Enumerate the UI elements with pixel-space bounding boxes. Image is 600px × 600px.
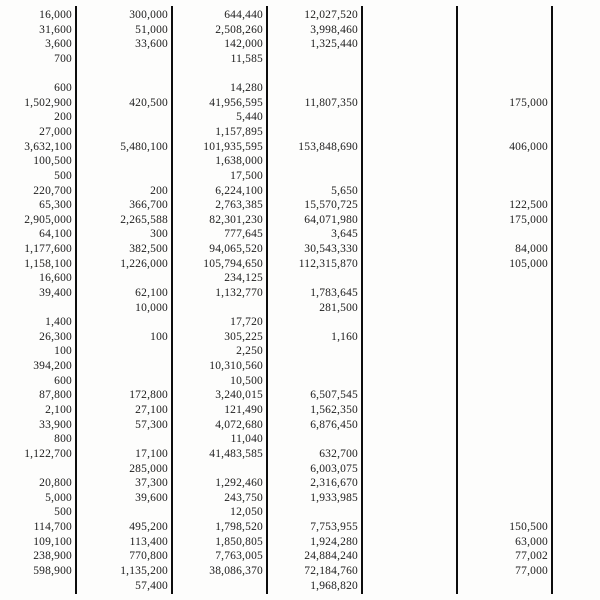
cell-r34-c3: 243,750 — [224, 491, 263, 504]
cell-r20-c5 — [363, 286, 453, 301]
cell-r31-c1: 1,122,700 — [24, 447, 72, 460]
cell-r37-c1: 109,100 — [33, 535, 72, 548]
table-row — [0, 81, 600, 96]
cell-r10-c1: 3,632,100 — [24, 140, 72, 153]
cell-r20-c3: 1,132,770 — [215, 286, 263, 299]
cell-r11-c2 — [77, 154, 168, 169]
cell-r35-c4 — [268, 505, 358, 520]
cell-r36-c3: 1,798,520 — [215, 521, 263, 534]
cell-r21-c1 — [0, 301, 72, 316]
cell-r31-c4: 632,700 — [319, 447, 358, 460]
cell-r3-c6 — [458, 37, 548, 52]
cell-r6-c6 — [458, 81, 548, 96]
cell-r1-c6 — [458, 8, 548, 23]
cell-r10-c3: 101,935,595 — [203, 140, 263, 153]
cell-r21-c3 — [173, 301, 263, 316]
cell-r38-c1: 238,900 — [33, 550, 72, 563]
cell-r5-c5 — [363, 67, 453, 82]
cell-r18-c1: 1,158,100 — [24, 257, 72, 270]
cell-r11-c3: 1,638,000 — [215, 155, 263, 168]
cell-r39-c1: 598,900 — [33, 564, 72, 577]
cell-r27-c1: 87,800 — [39, 389, 72, 402]
cell-r6-c2 — [77, 81, 168, 96]
cell-r4-c3: 11,585 — [230, 52, 263, 65]
cell-r15-c2: 2,265,588 — [120, 213, 168, 226]
cell-r15-c1: 2,905,000 — [24, 213, 72, 226]
cell-r8-c1: 200 — [54, 111, 72, 124]
table-row — [0, 169, 600, 184]
cell-r2-c5 — [363, 23, 453, 38]
cell-r24-c4 — [268, 344, 358, 359]
table-row — [0, 125, 600, 140]
table-row — [0, 52, 600, 67]
cell-r39-c6: 77,000 — [515, 564, 548, 577]
cell-r30-c6 — [458, 432, 548, 447]
cell-r4-c5 — [363, 52, 453, 67]
cell-r40-c1 — [0, 579, 72, 594]
cell-r24-c1: 100 — [54, 345, 72, 358]
cell-r12-c4 — [268, 169, 358, 184]
cell-r20-c1: 39,400 — [39, 286, 72, 299]
cell-r40-c6 — [458, 579, 548, 594]
cell-r20-c6 — [458, 286, 548, 301]
cell-r19-c4 — [268, 271, 358, 286]
cell-r25-c5 — [363, 359, 453, 374]
cell-r20-c2: 62,100 — [135, 286, 168, 299]
cell-r36-c4: 7,753,955 — [310, 521, 358, 534]
table-row — [0, 154, 600, 169]
cell-r10-c4: 153,848,690 — [298, 140, 358, 153]
cell-r2-c2: 51,000 — [135, 23, 168, 36]
cell-r27-c3: 3,240,015 — [215, 389, 263, 402]
cell-r4-c1: 700 — [54, 52, 72, 65]
cell-r9-c1: 27,000 — [39, 126, 72, 139]
cell-r38-c5 — [363, 549, 453, 564]
cell-r23-c2: 100 — [150, 330, 168, 343]
cell-r29-c1: 33,900 — [39, 418, 72, 431]
cell-r26-c4 — [268, 374, 358, 389]
table-row — [0, 213, 600, 228]
cell-r17-c1: 1,177,600 — [24, 243, 72, 256]
cell-r22-c6 — [458, 315, 548, 330]
cell-r28-c6 — [458, 403, 548, 418]
cell-r7-c6: 175,000 — [509, 96, 548, 109]
cell-r38-c2: 770,800 — [129, 550, 168, 563]
cell-r19-c5 — [363, 271, 453, 286]
cell-r2-c3: 2,508,260 — [215, 23, 263, 36]
table-row — [0, 579, 600, 594]
table-row — [0, 418, 600, 433]
cell-r1-c4: 12,027,520 — [304, 9, 358, 21]
cell-r30-c3: 11,040 — [230, 433, 263, 446]
cell-r37-c2: 113,400 — [129, 535, 168, 548]
cell-r24-c6 — [458, 344, 548, 359]
cell-r10-c6: 406,000 — [509, 140, 548, 153]
table-row — [0, 271, 600, 286]
cell-r10-c5 — [363, 140, 453, 155]
cell-r35-c5 — [363, 505, 453, 520]
cell-r1-c2: 300,000 — [129, 9, 168, 21]
cell-r11-c1: 100,500 — [33, 155, 72, 168]
cell-r24-c3: 2,250 — [236, 345, 263, 358]
cell-r9-c4 — [268, 125, 358, 140]
cell-r36-c2: 495,200 — [129, 521, 168, 534]
cell-r3-c1: 3,600 — [45, 38, 72, 51]
cell-r23-c3: 305,225 — [224, 330, 263, 343]
cell-r16-c5 — [363, 227, 453, 242]
cell-r35-c3: 12,050 — [230, 506, 263, 519]
cell-r29-c4: 6,876,450 — [310, 418, 358, 431]
cell-r17-c3: 94,065,520 — [209, 243, 263, 256]
table-row — [0, 286, 600, 301]
cell-r40-c3 — [173, 579, 263, 594]
cell-r3-c4: 1,325,440 — [310, 38, 358, 51]
cell-r9-c2 — [77, 125, 168, 140]
cell-r16-c2: 300 — [150, 228, 168, 241]
cell-r37-c4: 1,924,280 — [310, 535, 358, 548]
cell-r27-c4: 6,507,545 — [310, 389, 358, 402]
cell-r13-c2: 200 — [150, 184, 168, 197]
table-row — [0, 476, 600, 491]
cell-r6-c3: 14,280 — [230, 82, 263, 95]
cell-r34-c2: 39,600 — [135, 491, 168, 504]
cell-r1-c1: 16,000 — [39, 9, 72, 21]
cell-r23-c6 — [458, 330, 548, 345]
cell-r27-c6 — [458, 388, 548, 403]
cell-r13-c1: 220,700 — [33, 184, 72, 197]
cell-r3-c5 — [363, 37, 453, 52]
table-row — [0, 257, 600, 272]
cell-r8-c6 — [458, 110, 548, 125]
table-row — [0, 520, 600, 535]
table-row — [0, 8, 600, 23]
table-row — [0, 110, 600, 125]
cell-r3-c2: 33,600 — [135, 38, 168, 51]
cell-r14-c4: 15,570,725 — [304, 199, 358, 212]
cell-r32-c1 — [0, 462, 72, 477]
cell-r38-c4: 24,884,240 — [304, 550, 358, 563]
cell-r19-c3: 234,125 — [224, 272, 263, 285]
cell-r9-c6 — [458, 125, 548, 140]
cell-r29-c2: 57,300 — [135, 418, 168, 431]
cell-r12-c2 — [77, 169, 168, 184]
cell-r33-c3: 1,292,460 — [215, 477, 263, 490]
cell-r7-c5 — [363, 96, 453, 111]
cell-r4-c6 — [458, 52, 548, 67]
cell-r30-c4 — [268, 432, 358, 447]
cell-r32-c2: 285,000 — [129, 462, 168, 475]
cell-r9-c5 — [363, 125, 453, 140]
cell-r5-c4 — [268, 67, 358, 82]
cell-r2-c1: 31,600 — [39, 23, 72, 36]
cell-r11-c6 — [458, 154, 548, 169]
cell-r15-c4: 64,071,980 — [304, 213, 358, 226]
table-row — [0, 462, 600, 477]
cell-r26-c3: 10,500 — [230, 374, 263, 387]
cell-r12-c3: 17,500 — [230, 169, 263, 182]
cell-r32-c4: 6,003,075 — [310, 462, 358, 475]
table-row — [0, 549, 600, 564]
cell-r14-c1: 65,300 — [39, 199, 72, 212]
cell-r29-c6 — [458, 418, 548, 433]
cell-r18-c2: 1,226,000 — [120, 257, 168, 270]
cell-r24-c5 — [363, 344, 453, 359]
cell-r14-c6: 122,500 — [509, 199, 548, 212]
cell-r28-c5 — [363, 403, 453, 418]
cell-r15-c6: 175,000 — [509, 213, 548, 226]
cell-r26-c5 — [363, 374, 453, 389]
cell-r30-c5 — [363, 432, 453, 447]
cell-r8-c2 — [77, 110, 168, 125]
cell-r18-c5 — [363, 257, 453, 272]
cell-r38-c3: 7,763,005 — [215, 550, 263, 563]
cell-r7-c4: 11,807,350 — [304, 96, 358, 109]
cell-r39-c3: 38,086,370 — [209, 564, 263, 577]
cell-r13-c4: 5,650 — [331, 184, 358, 197]
cell-r19-c1: 16,600 — [39, 272, 72, 285]
cell-r4-c4 — [268, 52, 358, 67]
cell-r17-c2: 382,500 — [129, 243, 168, 256]
cell-r5-c3 — [173, 67, 263, 82]
cell-r31-c5 — [363, 447, 453, 462]
cell-r36-c6: 150,500 — [509, 521, 548, 534]
cell-r31-c3: 41,483,585 — [209, 447, 263, 460]
table-row — [0, 315, 600, 330]
cell-r27-c2: 172,800 — [129, 389, 168, 402]
cell-r8-c5 — [363, 110, 453, 125]
cell-r14-c3: 2,763,385 — [215, 199, 263, 212]
cell-r26-c2 — [77, 374, 168, 389]
cell-r15-c3: 82,301,230 — [209, 213, 263, 226]
cell-r31-c2: 17,100 — [135, 447, 168, 460]
cell-r33-c2: 37,300 — [135, 477, 168, 490]
cell-r37-c3: 1,850,805 — [215, 535, 263, 548]
cell-r11-c5 — [363, 154, 453, 169]
cell-r12-c1: 500 — [54, 169, 72, 182]
cell-r7-c1: 1,502,900 — [24, 96, 72, 109]
cell-r19-c2 — [77, 271, 168, 286]
cell-r28-c1: 2,100 — [45, 404, 72, 416]
table-row — [0, 330, 600, 345]
table-row — [0, 505, 600, 520]
cell-r16-c1: 64,100 — [39, 228, 72, 241]
cell-r32-c3 — [173, 462, 263, 477]
cell-r7-c3: 41,956,595 — [209, 96, 263, 109]
cell-r22-c4 — [268, 315, 358, 330]
cell-r13-c5 — [363, 184, 453, 199]
cell-r16-c3: 777,645 — [224, 228, 263, 241]
cell-r13-c3: 6,224,100 — [215, 184, 263, 197]
cell-r25-c6 — [458, 359, 548, 374]
cell-r39-c4: 72,184,760 — [304, 564, 358, 577]
table-row — [0, 388, 600, 403]
cell-r32-c5 — [363, 462, 453, 477]
cell-r5-c2 — [77, 67, 168, 82]
cell-r29-c3: 4,072,680 — [215, 418, 263, 431]
cell-r16-c4: 3,645 — [331, 228, 358, 241]
cell-r22-c2 — [77, 315, 168, 330]
cell-r25-c3: 10,310,560 — [209, 360, 263, 373]
cell-r32-c6 — [458, 462, 548, 477]
table-row — [0, 491, 600, 506]
cell-r23-c1: 26,300 — [39, 330, 72, 343]
cell-r19-c6 — [458, 271, 548, 286]
table-row — [0, 198, 600, 213]
table-row — [0, 374, 600, 389]
cell-r35-c1: 500 — [54, 506, 72, 519]
table-row — [0, 359, 600, 374]
cell-r22-c1: 1,400 — [45, 316, 72, 329]
cell-r25-c2 — [77, 359, 168, 374]
cell-r28-c2: 27,100 — [135, 404, 168, 416]
cell-r40-c5 — [363, 579, 453, 594]
cell-r33-c4: 2,316,670 — [310, 477, 358, 490]
table-row — [0, 96, 600, 111]
cell-r22-c5 — [363, 315, 453, 330]
cell-r17-c4: 30,543,330 — [304, 243, 358, 256]
cell-r5-c6 — [458, 67, 548, 82]
table-row — [0, 37, 600, 52]
table-row — [0, 535, 600, 550]
cell-r27-c5 — [363, 388, 453, 403]
cell-r33-c5 — [363, 476, 453, 491]
cell-r21-c6 — [458, 301, 548, 316]
cell-r30-c1: 800 — [54, 433, 72, 446]
cell-r37-c5 — [363, 535, 453, 550]
cell-r26-c6 — [458, 374, 548, 389]
cell-r31-c6 — [458, 447, 548, 462]
cell-r13-c6 — [458, 184, 548, 199]
cell-r34-c6 — [458, 491, 548, 506]
cell-r25-c1: 394,200 — [33, 360, 72, 373]
cell-r14-c5 — [363, 198, 453, 213]
table-row — [0, 140, 600, 155]
table-row — [0, 432, 600, 447]
cell-r9-c3: 1,157,895 — [215, 126, 263, 139]
cell-r21-c2: 10,000 — [135, 301, 168, 314]
cell-r14-c2: 366,700 — [129, 199, 168, 212]
cell-r37-c6: 63,000 — [515, 535, 548, 548]
cell-r21-c5 — [363, 301, 453, 316]
cell-r17-c5 — [363, 242, 453, 257]
cell-r35-c6 — [458, 505, 548, 520]
cell-r30-c2 — [77, 432, 168, 447]
cell-r16-c6 — [458, 227, 548, 242]
cell-r18-c6: 105,000 — [509, 257, 548, 270]
cell-r39-c5 — [363, 564, 453, 579]
cell-r36-c5 — [363, 520, 453, 535]
cell-r12-c5 — [363, 169, 453, 184]
cell-r2-c4: 3,998,460 — [310, 23, 358, 36]
cell-r1-c3: 644,440 — [224, 9, 263, 21]
cell-r3-c3: 142,000 — [224, 38, 263, 51]
cell-r6-c5 — [363, 81, 453, 96]
cell-r38-c6: 77,002 — [515, 550, 548, 563]
cell-r18-c4: 112,315,870 — [298, 257, 358, 270]
table-row — [0, 403, 600, 418]
cell-r20-c4: 1,783,645 — [310, 286, 358, 299]
cell-r4-c2 — [77, 52, 168, 67]
cell-r15-c5 — [363, 213, 453, 228]
cell-r11-c4 — [268, 154, 358, 169]
cell-r21-c4: 281,500 — [319, 301, 358, 314]
cell-r17-c6: 84,000 — [515, 243, 548, 256]
cell-r6-c1: 600 — [54, 82, 72, 95]
table-row — [0, 564, 600, 579]
table-row — [0, 242, 600, 257]
cell-r40-c2: 57,400 — [135, 579, 168, 592]
cell-r8-c3: 5,440 — [236, 111, 263, 124]
cell-r34-c1: 5,000 — [45, 491, 72, 504]
table-row — [0, 301, 600, 316]
table-row — [0, 344, 600, 359]
cell-r26-c1: 600 — [54, 374, 72, 387]
cell-r28-c4: 1,562,350 — [310, 404, 358, 416]
cell-r22-c3: 17,720 — [230, 316, 263, 329]
table-row — [0, 184, 600, 199]
cell-r35-c2 — [77, 505, 168, 520]
cell-r23-c5 — [363, 330, 453, 345]
cell-r6-c4 — [268, 81, 358, 96]
cell-r5-c1 — [0, 67, 72, 82]
cell-r18-c3: 105,794,650 — [203, 257, 263, 270]
cell-r10-c2: 5,480,100 — [120, 140, 168, 153]
cell-r33-c1: 20,800 — [39, 477, 72, 490]
cell-r1-c5 — [363, 8, 453, 23]
cell-r34-c5 — [363, 491, 453, 506]
cell-r40-c4: 1,968,820 — [310, 579, 358, 592]
cell-r24-c2 — [77, 344, 168, 359]
cell-r7-c2: 420,500 — [129, 96, 168, 109]
cell-r28-c3: 121,490 — [224, 404, 263, 416]
cell-r23-c4: 1,160 — [331, 330, 358, 343]
table-row — [0, 227, 600, 242]
cell-r25-c4 — [268, 359, 358, 374]
table-row — [0, 67, 600, 82]
cell-r12-c6 — [458, 169, 548, 184]
cell-r2-c6 — [458, 23, 548, 38]
table-row — [0, 23, 600, 38]
cell-r33-c6 — [458, 476, 548, 491]
cell-r29-c5 — [363, 418, 453, 433]
cell-r39-c2: 1,135,200 — [120, 564, 168, 577]
cell-r36-c1: 114,700 — [33, 521, 72, 534]
cell-r8-c4 — [268, 110, 358, 125]
table-row — [0, 447, 600, 462]
cell-r34-c4: 1,933,985 — [310, 491, 358, 504]
